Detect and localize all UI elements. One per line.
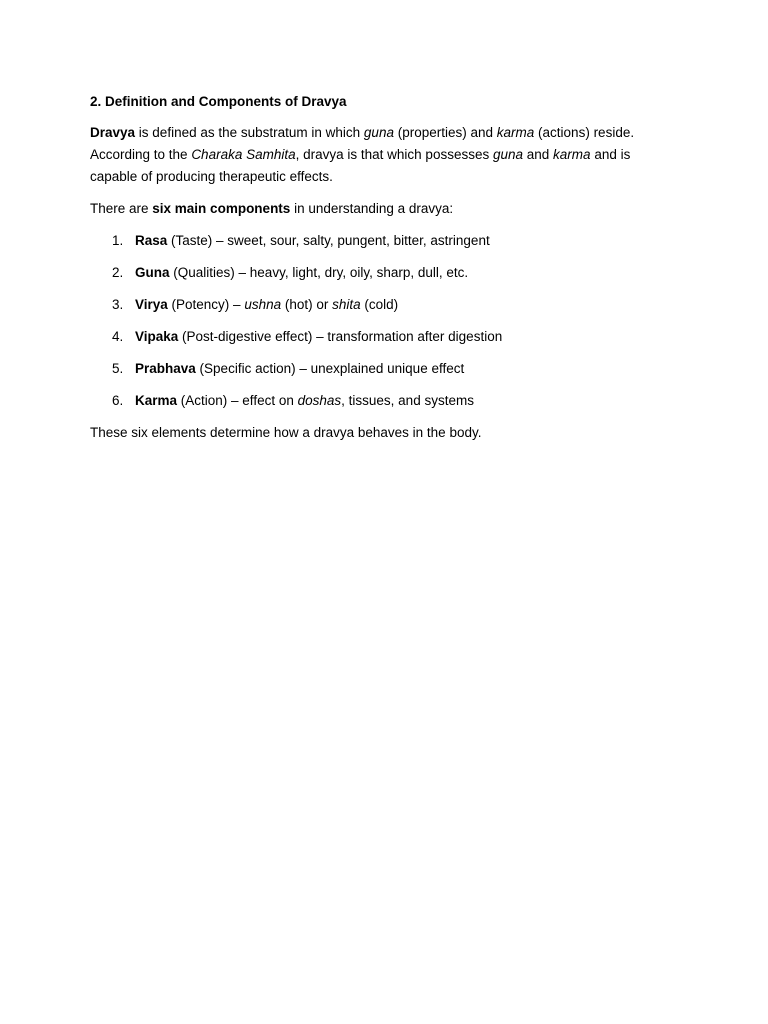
component-desc: (Action) – effect on — [177, 393, 298, 408]
component-term: Guna — [135, 265, 170, 280]
component-term: Virya — [135, 297, 168, 312]
definition-italic: guna — [363, 125, 394, 140]
definition-italic: guna — [492, 147, 524, 162]
component-term: Vipaka — [135, 329, 179, 344]
definition-paragraph — [90, 122, 650, 188]
list-number: 1. — [112, 233, 124, 248]
intro-text: There are — [90, 201, 153, 216]
list-item — [90, 358, 650, 380]
definition-italic: Charaka Samhita — [191, 147, 296, 162]
definition-italic: karma — [553, 147, 591, 162]
list-item — [90, 326, 650, 348]
component-desc: (Qualities) – heavy, light, dry, oily, sharp, dull, etc. — [169, 265, 469, 280]
component-term: Karma — [135, 393, 178, 408]
component-desc: (Specific action) – unexplained unique effect — [195, 361, 465, 376]
list-number: 4. — [112, 329, 124, 344]
component-italic: ushna — [244, 297, 282, 312]
list-number: 5. — [112, 361, 124, 376]
list-number: 3. — [112, 297, 124, 312]
closing-paragraph: These six elements determine how a dravya behaves in the body. — [90, 425, 482, 440]
components-list — [90, 230, 650, 412]
list-item — [90, 390, 650, 412]
section-heading: 2. Definition and Components of Dravya — [90, 94, 347, 109]
component-italic: shita — [332, 297, 361, 312]
definition-text: (properties) and — [393, 125, 497, 140]
intro-paragraph — [90, 198, 650, 220]
component-desc: (cold) — [360, 297, 399, 312]
component-term: Rasa — [135, 233, 168, 248]
component-desc: (hot) or — [281, 297, 333, 312]
component-desc: , tissues, and systems — [341, 393, 474, 408]
definition-text: and is capable of producing therapeutic effects. — [90, 147, 631, 184]
list-item — [90, 294, 650, 316]
list-number: 6. — [112, 393, 124, 408]
intro-bold: six main components — [152, 201, 291, 216]
intro-text: in understanding a dravya: — [290, 201, 454, 216]
component-desc: (Post-digestive effect) – transformation after digestion — [178, 329, 503, 344]
definition-term: Dravya — [90, 125, 136, 140]
component-desc: (Taste) – sweet, sour, salty, pungent, bitter, astringent — [167, 233, 490, 248]
definition-text: is defined as the substratum in which — [135, 125, 364, 140]
list-number: 2. — [112, 265, 124, 280]
definition-text: , dravya is that which possesses — [295, 147, 493, 162]
component-desc: (Potency) – — [167, 297, 245, 312]
list-item — [90, 230, 650, 252]
document-body — [90, 92, 650, 454]
list-item — [90, 262, 650, 284]
component-italic: doshas — [297, 393, 342, 408]
component-term: Prabhava — [135, 361, 196, 376]
definition-text: (actions) reside. According to the — [90, 125, 635, 162]
definition-italic: karma — [496, 125, 535, 140]
definition-text: and — [523, 147, 554, 162]
